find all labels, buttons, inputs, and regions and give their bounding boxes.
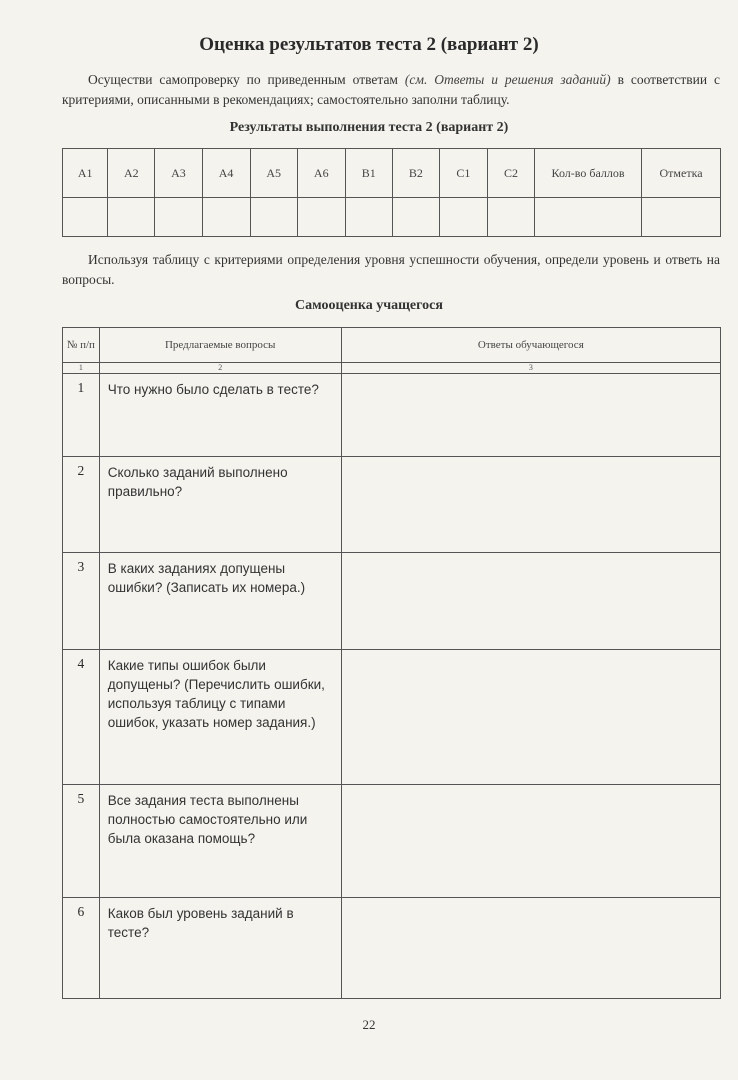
entry-cell-a1[interactable]	[63, 198, 108, 237]
column-number-1: 1	[63, 363, 100, 374]
column-number-3: 3	[341, 363, 720, 374]
header-number: № п/п	[63, 328, 100, 363]
header-cell-a5: А5	[250, 149, 297, 198]
row-number: 5	[63, 785, 100, 898]
entry-cell-c1[interactable]	[439, 198, 487, 237]
question-text: В каких заданиях допущены ошибки? (Записать их номера.)	[99, 553, 341, 650]
assess-header-row	[63, 328, 721, 363]
table-row	[63, 374, 721, 457]
header-questions: Предлагаемые вопросы	[99, 328, 341, 363]
header-cell-b2: В2	[392, 149, 439, 198]
row-number: 2	[63, 457, 100, 553]
results-table	[62, 148, 721, 237]
question-text: Все задания теста выполнены полностью самостоятельно или была оказана помощь?	[99, 785, 341, 898]
answer-cell[interactable]	[341, 898, 720, 999]
intro-paragraph	[62, 70, 720, 110]
header-cell-c2: С2	[487, 149, 534, 198]
answer-cell[interactable]	[341, 785, 720, 898]
entry-cell-a4[interactable]	[202, 198, 250, 237]
answer-cell[interactable]	[341, 553, 720, 650]
row-number: 4	[63, 650, 100, 785]
column-numbers-row	[63, 363, 721, 374]
entry-cell-c2[interactable]	[487, 198, 534, 237]
header-cell-a6: А6	[297, 149, 345, 198]
entry-cell-a5[interactable]	[250, 198, 297, 237]
entry-cell-grade[interactable]	[642, 198, 721, 237]
question-text: Сколько заданий выполнено правильно?	[99, 457, 341, 553]
header-answers: Ответы обучающегося	[341, 328, 720, 363]
entry-cell-score-count[interactable]	[534, 198, 641, 237]
intro-reference: (см. Ответы и решения заданий)	[404, 72, 611, 87]
table-row	[63, 650, 721, 785]
answer-cell[interactable]	[341, 374, 720, 457]
page-number: 22	[362, 1017, 376, 1032]
row-number: 1	[63, 374, 100, 457]
entry-cell-a6[interactable]	[297, 198, 345, 237]
header-cell-score-count: Кол-во баллов	[534, 149, 641, 198]
question-text: Что нужно было сделать в тесте?	[99, 374, 341, 457]
intro-text-2: в соответствии с критериями, описанными в рекомендациях; самостоятельно заполни таблицу.	[62, 72, 720, 107]
header-cell-b1: В1	[345, 149, 392, 198]
entry-cell-b1[interactable]	[345, 198, 392, 237]
instruction-paragraph: Используя таблицу с критериями определения уровня успешности обучения, определи уровень и ответь на вопросы.	[62, 252, 720, 287]
column-number-2: 2	[99, 363, 341, 374]
row-number: 3	[63, 553, 100, 650]
row-number: 6	[63, 898, 100, 999]
question-text: Какие типы ошибок были допущены? (Перечислить ошибки, используя таблицу с типами ошибок, указать номер задания.)	[99, 650, 341, 785]
table-row	[63, 457, 721, 553]
results-table-caption: Результаты выполнения теста 2 (вариант 2)	[229, 120, 509, 135]
self-assessment-caption: Самооценка учащегося	[295, 298, 443, 313]
table-row	[63, 553, 721, 650]
table-row	[63, 785, 721, 898]
intro-text-1: Осуществи самопроверку по приведенным ответам	[88, 72, 405, 87]
header-cell-a4: А4	[202, 149, 250, 198]
entry-cell-a2[interactable]	[108, 198, 155, 237]
entry-cell-a3[interactable]	[155, 198, 202, 237]
header-cell-grade: Отметка	[642, 149, 721, 198]
self-assessment-table	[62, 327, 721, 999]
results-entry-row	[63, 198, 721, 237]
answer-cell[interactable]	[341, 650, 720, 785]
header-cell-a2: А2	[108, 149, 155, 198]
header-cell-c1: С1	[439, 149, 487, 198]
table-row	[63, 898, 721, 999]
header-cell-a1: А1	[63, 149, 108, 198]
question-text: Каков был уровень заданий в тесте?	[99, 898, 341, 999]
entry-cell-b2[interactable]	[392, 198, 439, 237]
header-cell-a3: А3	[155, 149, 202, 198]
page-title: Оценка результатов теста 2 (вариант 2)	[199, 34, 539, 55]
results-header-row	[63, 149, 721, 198]
answer-cell[interactable]	[341, 457, 720, 553]
